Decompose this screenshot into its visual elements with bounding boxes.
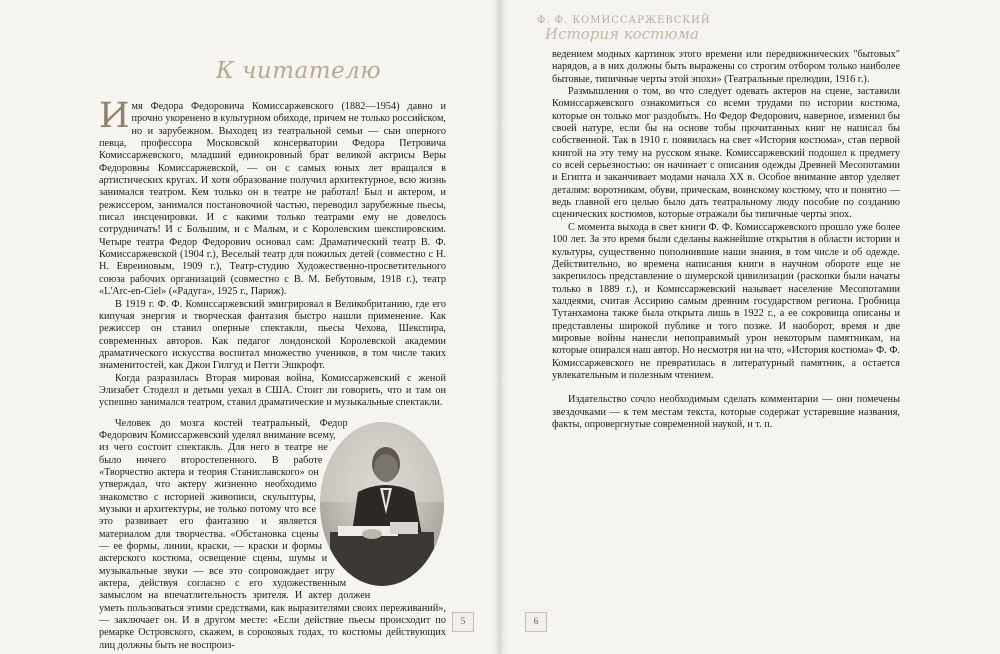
running-head-author: Ф. Ф. КОМИССАРЖЕВСКИЙ [537,15,711,26]
book-gutter [492,0,508,654]
left-paragraph-1-text: мя Федора Федоровича Комиссаржевского (1882—1954) давно и прочно укоренено в культурном обиходе, причем не только российском, но и зарубежном. Выходец из театральной семьи — сын оперного певца, профессора Московской консерватории Федора Петровича Комиссаржевского, младший единокровный брат великой актрисы Веры Федоровны Комиссаржевской, — он с самых юных лет вращался в артистических кругах. И хотя образование получил архитектурное, всю жизнь занимался театром. Кем только он в театре не работал! Был и актером, и режиссером, занимался постановочной частью, переводил зарубежные пьесы, писал инсценировки. И с какими только театрами ему не довелось сотрудничать! И с Большим, и с Малым, и с Королевским шекспировским. Четыре театра Федор Федорович основал сам: Драматический театр В. Ф. Комиссаржевской (1904 г.), Веселый театр для пожилых детей (совместно с Н. Н. Евреиновым, 1909 г.), Театр-студию Художественно-просветительного союза рабочих организаций (совместно с В. М. Бебутовым, 1918 г.), театр «L'Arc-en-Ciel» («Радуга», 1925 г., Париж). [99,101,446,298]
running-head-title: История костюма [545,25,699,43]
left-paragraph-4: Человек до мозга костей театральный, Федор Федорович Комиссаржевский уделял внимание всему, из чего состоит спектакль. Для него в театре не было ничего второстепенного. В работе «Творчество актера и теория Станиславского» он утверждал, что актеру жизненно необходимо знакомство с историей живописи, скульптуры, музыки и архитектуры, не только потому что все это развивает его фантазию и является материалом для творчества. «Обстановка сцены — ее формы, линии, краски, — краски и формы актерского костюма, освещение сцены, шумы и музыкальные звуки — все это сопровождает игру актера, действуя согласно с его художественным замыслом на впечатлительность зрителя. И актер должен уметь пользоваться этими средствами, как выразителями своих переживаний», — заключает он. И в другом месте: «Если действие пьесы происходит по ремарке Островского, скажем, в сороковых годах, то костюмы действующих лиц должны быть не воспроиз- [99,417,446,651]
right-text-column [552,49,900,431]
chapter-heading: К читателю [216,58,382,84]
page-number-left: 5 [452,612,474,632]
portrait-photo [320,422,444,586]
left-paragraph-2: В 1919 г. Ф. Ф. Комиссаржевский эмигрировал в Великобританию, где его кипучая энергия и творческая фантазия быстро нашли применение. Как режиссер он ставил оперные спектакли, пьесы Чехова, Шекспира, современных авторов. Как педагог лондонской Королевской академии драматического искусства воспитал множество учеников, в том числе таких знаменитостей, как Джон Гилгуд и Пегги Эшкрофт. [99,298,446,372]
portrait-illustration [320,422,444,586]
right-paragraph-3: С момента выхода в свет книги Ф. Ф. Комиссаржевского прошло уже более 100 лет. За это время были сделаны важнейшие открытия в области истории и культуры, существенно пополнившие наши знания, в том числе и об одежде. Действительно, во времена написания книги в научном обороте еще не закрепилось представление о шумерской цивилизации (раскопки были начаты только в 1889 г.), и Комиссаржевский называет население Месопотамии халдеями, считая Ассирию самым древним государством региона. Гробница Тутанхамона также была открыта лишь в 1922 г., а ее сокровища описаны и представлены широкой публике и того позже. И наоборот, время и две мировые войны нанесли непоправимый урон некоторым памятникам, на которые опирался наш автор. Но несмотря ни на что, «История костюма» Ф. Ф. Комиссаржевского не превратилась в литературный памятник, а остается увлекательным и полезным чтением. [552,221,900,381]
drop-cap: И [99,96,130,136]
left-paragraph-1 [99,96,446,299]
page-number-right: 6 [525,612,547,632]
left-paragraph-3: Когда разразилась Вторая мировая война, Комиссаржевский с женой Элизабет Стоделл и детьми уехал в США. Стоит ли говорить, что и там он успешно занимался театром, ставил драматические и музыкальные спектакли. [99,372,446,409]
right-paragraph-2: Размышления о том, во что следует одевать актеров на сцене, заставили Комиссаржевского ознакомиться со всеми трудами по истории костюма, которые он только мог раздобыть. Но Федор Федорович, наверное, изменил бы своей натуре, если бы на основе тобы прочитанных книг не написал бы собственной. Так в 1910 г. появилась на свет «История костюма», став первой книгой на эту тему на русском языке. Комиссаржевский подошел к предмету со всей серьезностью: он начинает с описания одежды Древней Месопотамии и Египта и заканчивает модами начала XX в. Особое внимание автор уделяет деталям: воротникам, обуви, прическам, воинскому костюму, что и понятно — ведь главной его целью было дать театральному люду пособие по созданию сценических костюмов, которые отражали бы типичные черты эпох. [552,86,900,221]
right-paragraph-1: ведением модных картинок этого времени или передвижнических "бытовых" нарядов, а в них должны быть выражены со строгим отбором только наиболее бытовые, типичные черты этой эпохи» (Театральные прелюдии, 1916 г.). [552,49,900,85]
portrait-frame [320,422,448,592]
right-paragraph-4: Издательство сочло необходимым сделать комментарии — они помечены звездочками — к тем местам текста, которые содержат устаревшие названия, факты, опровергнутые современной наукой, и т. п. [552,394,900,430]
left-text-column [99,96,446,652]
right-page [500,0,1000,654]
